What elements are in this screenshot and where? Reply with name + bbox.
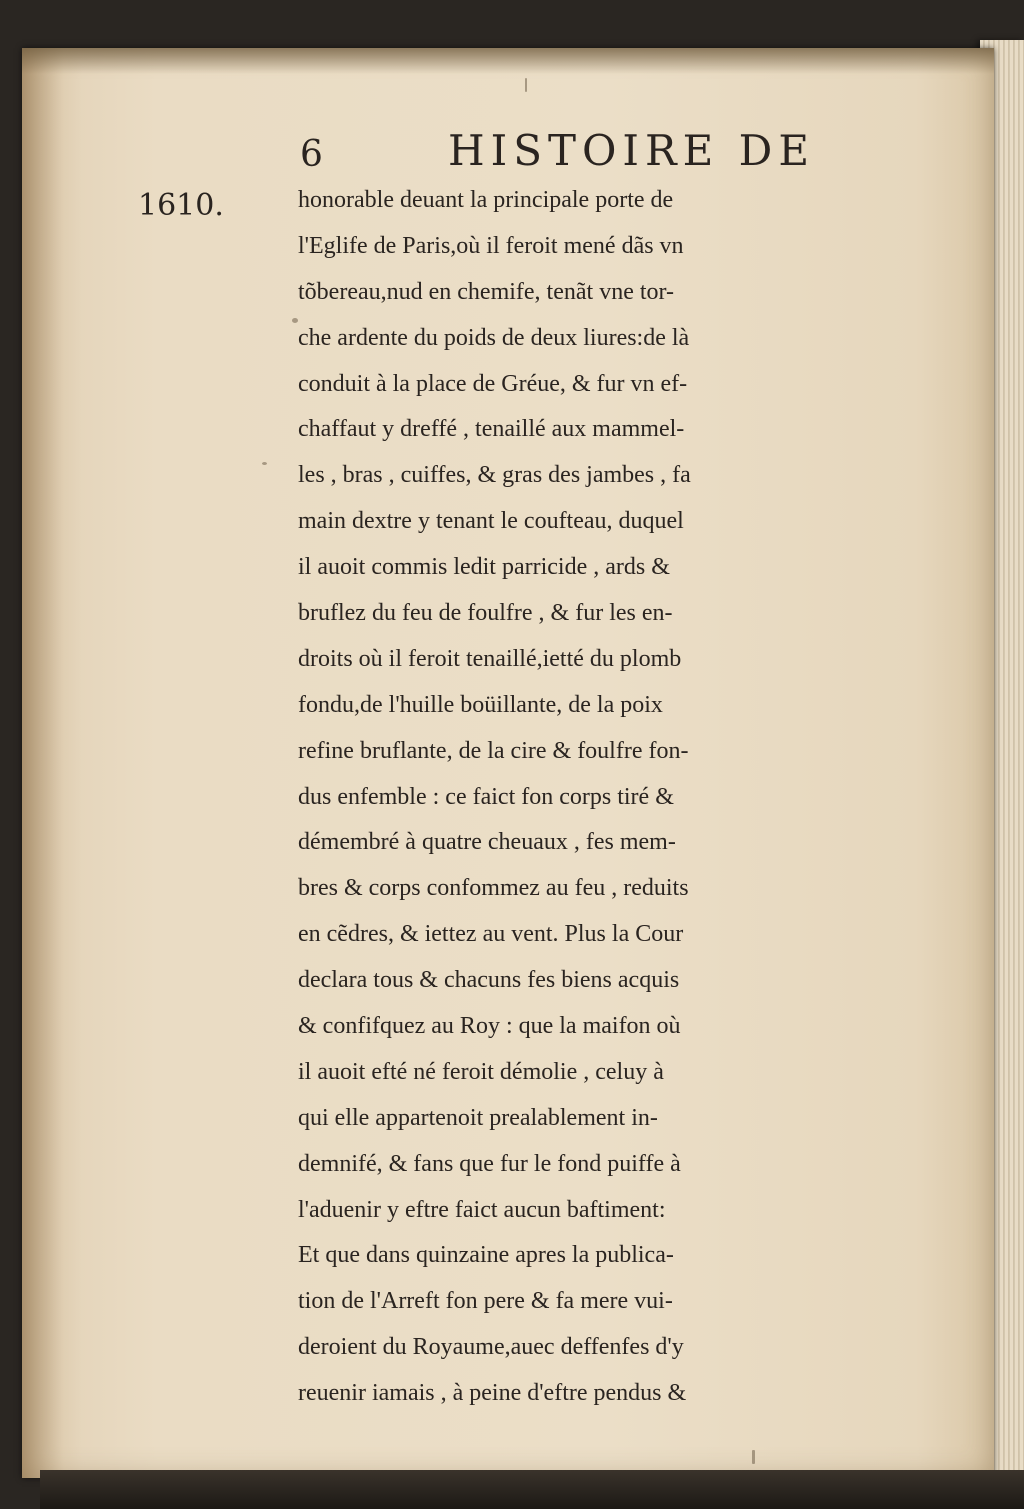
paper-speck	[525, 78, 527, 92]
text-line: honorable deuant la principale porte de	[298, 187, 674, 213]
text-line: démembré à quatre cheuaux , fes mem-	[298, 829, 676, 856]
text-line: tion de l'Arreft fon pere & fa mere vui-	[298, 1288, 673, 1315]
paper-speck	[752, 1450, 755, 1464]
text-line: conduit à la place de Gréue, & fur vn ef-	[298, 370, 688, 397]
text-line: l'Eglife de Paris,où il feroit mené dãs vn	[298, 232, 684, 259]
text-line: bruflez du feu de foulfre , & fur les en-	[298, 600, 673, 627]
text-line: qui elle appartenoit prealablement in-	[298, 1104, 658, 1131]
running-title: HISTOIRE DE	[448, 126, 815, 175]
text-line: il auoit efté né feroit démolie , celuy à	[298, 1058, 664, 1085]
running-head	[300, 126, 860, 186]
text-line: les , bras , cuiffes, & gras des jambes , fa	[298, 462, 691, 489]
text-line: declara tous & chacuns fes biens acquis	[298, 967, 680, 994]
text-line: fondu,de l'huille boüillante, de la poix	[298, 691, 663, 718]
body-text	[298, 178, 968, 1417]
text-line: & confifquez au Roy : que la maifon où	[298, 1013, 681, 1040]
text-line: che ardente du poids de deux liures:de là	[298, 324, 690, 351]
page-number: 6	[300, 134, 323, 175]
text-line: reuenir iamais , à peine d'eftre pendus &	[298, 1380, 687, 1407]
text-line: droits où il feroit tenaillé,ietté du plomb	[298, 645, 682, 672]
text-line: Et que dans quinzaine apres la publica-	[298, 1242, 674, 1269]
text-line: chaffaut y dreffé , tenaillé aux mammel-	[298, 416, 685, 443]
text-line: demnifé, & fans que fur le fond puiffe à	[298, 1150, 681, 1177]
text-line: tõbereau,nud en chemife, tenãt vne tor-	[298, 278, 675, 305]
text-line: bres & corps confommez au feu , reduits	[298, 875, 689, 902]
text-line: main dextre y tenant le coufteau, duquel	[298, 508, 684, 535]
margin-year-note: 1610.	[138, 188, 224, 223]
paper-speck	[292, 318, 298, 323]
page-bottom-edge	[40, 1470, 1024, 1509]
text-line: il auoit commis ledit parricide , ards &	[298, 554, 670, 581]
text-line: refine bruflante, de la cire & foulfre fon-	[298, 737, 689, 764]
paper-speck	[262, 462, 267, 465]
text-line: deroient du Royaume,auec deffenfes d'y	[298, 1334, 684, 1361]
text-line: en cẽdres, & iettez au vent. Plus la Cour	[298, 921, 684, 948]
text-line: l'aduenir y eftre faict aucun baftiment:	[298, 1196, 666, 1223]
text-line: dus enfemble : ce faict fon corps tiré &	[298, 783, 674, 810]
